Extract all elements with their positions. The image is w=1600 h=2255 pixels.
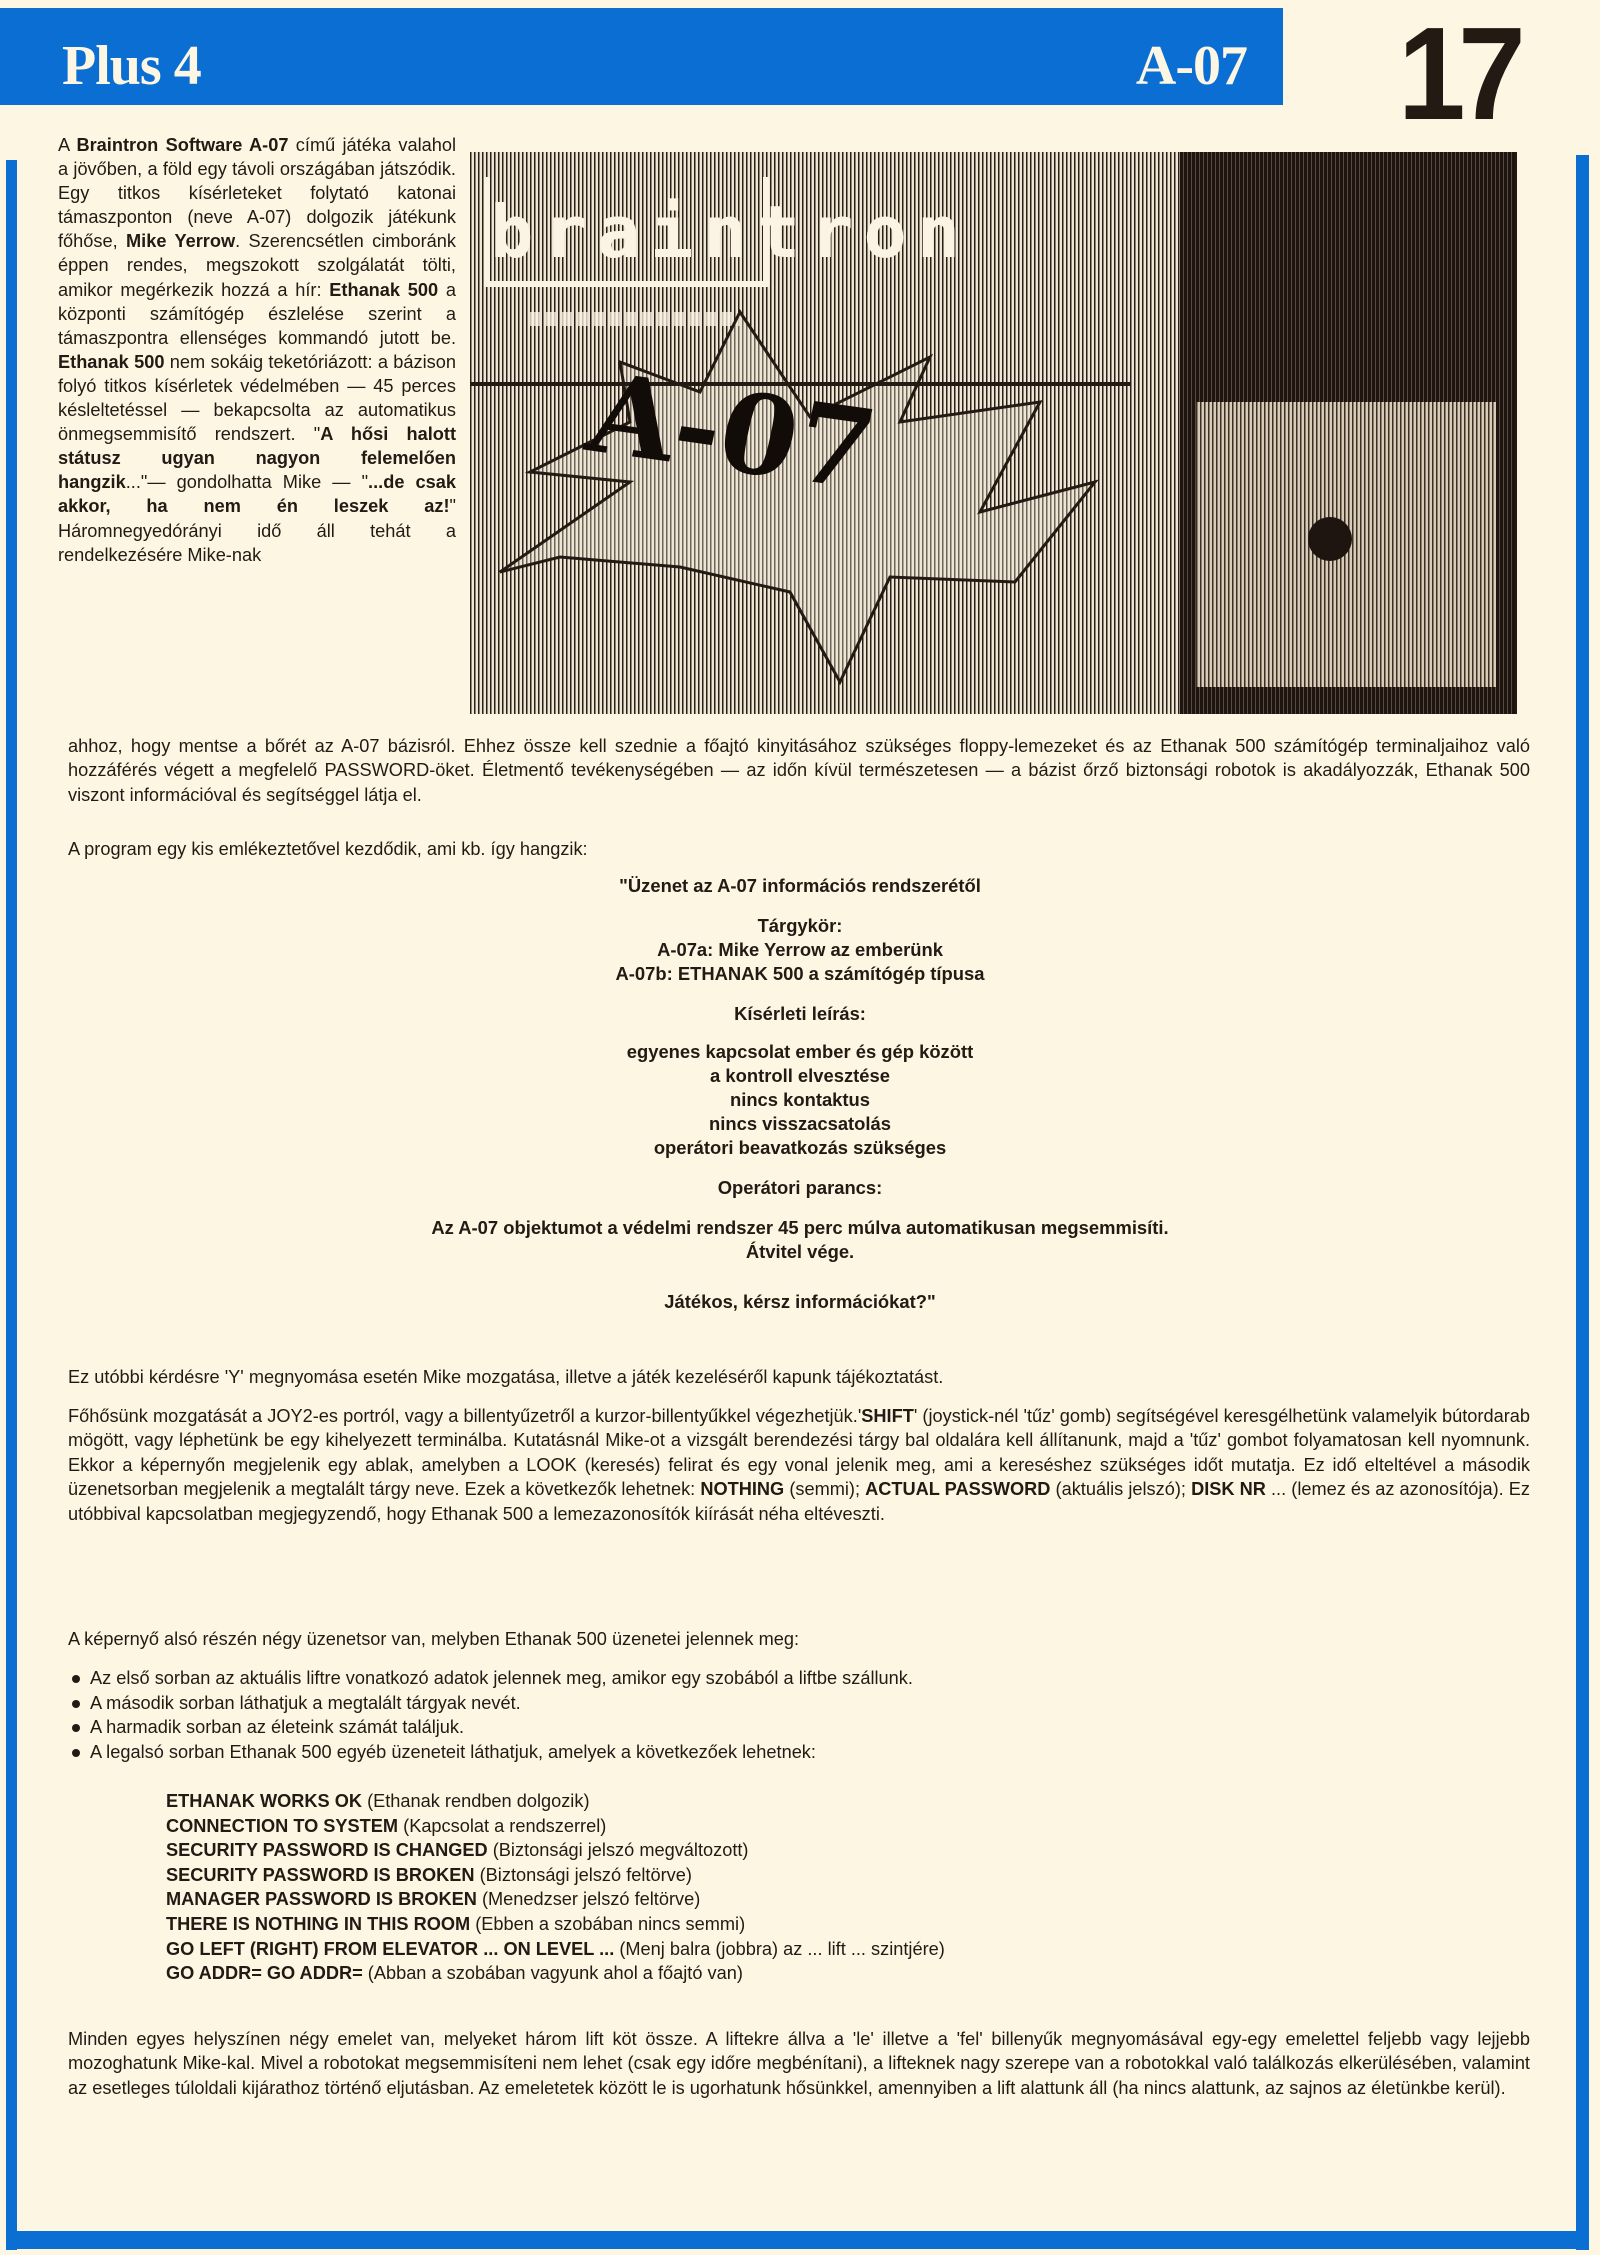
message-item — [166, 1789, 1366, 1814]
hero-name: Mike Yerrow — [126, 231, 236, 252]
message-code: GO LEFT (RIGHT) FROM ELEVATOR ... ON LEVEL ... — [166, 1938, 615, 1959]
publisher-name: Braintron Software A-07 — [76, 135, 289, 155]
message-meaning: (Menj balra (jobbra) az ... lift ... szintjére) — [614, 1938, 945, 1959]
bullet-item: A legalsó sorban Ethanak 500 egyéb üzeneteit láthatjuk, amelyek a következőek lehetnek: — [68, 1740, 1530, 1765]
intro-text: nem sokáig teketóriázott: a bázison folyó titkos kísérletek védelmében — 45 perces késleltetéssel — bekapcsolta az automatikus önmegsemmisítő rendszert. " — [58, 351, 456, 445]
player-question: Játékos, kérsz információkat?" — [664, 1291, 936, 1312]
message-item — [166, 1863, 1366, 1888]
message-code: SECURITY PASSWORD IS BROKEN — [166, 1864, 475, 1885]
message-meaning: (Biztonsági jelszó feltörve) — [474, 1864, 692, 1885]
message-meaning: (Menedzser jelszó feltörve) — [476, 1889, 701, 1910]
computer-name: Ethanak 500 — [58, 351, 165, 372]
intro-text: a központi számítógép észlelése szerint a támaszpontra ellenséges kommandó jutott be. — [58, 279, 456, 348]
a07-title-art: A-07 — [577, 348, 887, 515]
message-item — [166, 1838, 1366, 1863]
quote-bold: ...de csak akkor, ha nem én leszek az! — [58, 472, 456, 517]
message-meaning: (Ethanak rendben dolgozik) — [362, 1791, 590, 1811]
experiment-line: nincs visszacsatolás — [709, 1113, 891, 1134]
message-meaning: (Kapcsolat a rendszerrel) — [398, 1815, 607, 1836]
quote-bold: A hősi halott státusz ugyan nagyon felemelően hangzik — [58, 424, 457, 493]
message-item — [166, 1814, 1366, 1839]
experiment-line: operátori beavatkozás szükséges — [653, 1137, 947, 1158]
message-item — [166, 1961, 1366, 1986]
message-block — [300, 874, 1300, 1314]
message-item — [166, 1912, 1366, 1937]
message-code: SECURITY PASSWORD IS CHANGED — [166, 1840, 488, 1861]
message-code: MANAGER PASSWORD IS BROKEN — [166, 1889, 477, 1910]
paragraph-screen-rows: A képernyő alsó részén négy üzenetsor van, melyben Ethanak 500 üzenetei jelennek meg: — [68, 1629, 799, 1649]
subject-line-b: A-07b: ETHANAK 500 a számítógép típusa — [615, 963, 985, 984]
message-meaning: (Abban a szobában vagyunk ahol a főajtó van) — [362, 1963, 743, 1984]
intro-text: . Szerencsétlen cimboránk éppen rendes, megszokott szolgálatát tölti, amikor megérkezik hozzá a hír: — [58, 231, 457, 300]
command-line-2: Átvitel vége. — [745, 1241, 855, 1262]
experiment-label: Kísérleti leírás: — [734, 1003, 866, 1024]
status-panel — [1180, 152, 1515, 714]
item-nothing: NOTHING — [700, 1479, 785, 1500]
intro-text: A — [58, 135, 77, 155]
intro-text: ..."— gondolhatta Mike — " — [125, 472, 369, 493]
frame-bottom-border — [6, 2231, 1589, 2249]
experiment-line: a kontroll elvesztése — [710, 1065, 890, 1086]
command-label: Operátori parancs: — [717, 1177, 883, 1198]
message-meaning: (Ebben a szobában nincs semmi) — [470, 1913, 746, 1934]
bullet-item: Az első sorban az aktuális liftre vonatkozó adatok jelennek meg, amikor egy szobából a liftbe szállunk. — [68, 1666, 1530, 1691]
controls-text: ' (joystick-nél 'tűz' gomb) segítségével keresgélhetünk valamelyik bútordarab mögött, vagy léphetünk be egy kihelyezett terminálba. Kutatásnál Mike-ot a vizsgált berendezési tárgy bal oldalára kell állítanunk, majd a 'tűz' gombot folyamatosan kell nyomnunk. Ekkor a képernyőn megjelenik egy ablak, amelyben a LOOK (keresés) felirat és egy vonal jelenik meg, ami a kereséshez szükséges időt mutatja. Ez idő elteltével a második üzenetsorban megjelenik a megtalált tárgy neve. Ezek a következők lehetnek: — [68, 1406, 1531, 1500]
controls-text: (aktuális jelszó); — [1050, 1479, 1192, 1500]
message-code: CONNECTION TO SYSTEM — [166, 1815, 399, 1836]
intro-text: " Háromnegyedórányi idő áll tehát a rendelkezésére Mike-nak — [58, 496, 456, 565]
frame-right-border — [1576, 155, 1589, 2250]
game-title: A-07 — [1135, 35, 1247, 97]
message-code: ETHANAK WORKS OK — [166, 1791, 363, 1811]
item-disk-nr: DISK NR — [1191, 1479, 1266, 1500]
braintron-logo: braintron — [484, 177, 769, 287]
key-shift: SHIFT — [861, 1406, 914, 1426]
experiment-line: nincs kontaktus — [729, 1089, 870, 1110]
command-line-1: Az A-07 objektumot a védelmi rendszer 45 perc múlva automatikusan megsemmisíti. — [431, 1217, 1169, 1238]
experiment-line: egyenes kapcsolat ember és gép között — [626, 1041, 974, 1062]
message-code: THERE IS NOTHING IN THIS ROOM — [166, 1913, 471, 1934]
bullet-item: A második sorban láthatjuk a megtalált tárgyak nevét. — [68, 1691, 1530, 1716]
item-actual-password: ACTUAL PASSWORD — [865, 1479, 1051, 1500]
message-meaning: (Biztonsági jelszó megváltozott) — [487, 1840, 749, 1861]
program-intro-text: A program egy kis emlékeztetővel kezdődik, ami kb. így hangzik: — [68, 839, 588, 859]
paragraph-controls — [68, 1404, 1530, 1526]
message-item — [166, 1937, 1366, 1962]
message-header: "Üzenet az A-07 információs rendszerétől — [619, 875, 981, 896]
message-code: GO ADDR= GO ADDR= — [166, 1963, 363, 1984]
page-number: 17 — [1398, 0, 1519, 147]
continuation-paragraph: ahhoz, hogy mentse a bőrét az A-07 bázisról. Ehhez össze kell szednie a főajtó kinyitásához szükséges floppy-lemezeket és az Ethanak 500 számítógép terminaljaihoz való hozzáférés végett a megfelelő PASSWORD-öket. Életmentő tevékenységében — az időn kívül természetesen — a bázist őrző biztonsági robotok is akadályozzák, Ethanak 500 viszont információval és segítséggel látja el. — [68, 736, 1530, 805]
message-item — [166, 1887, 1366, 1912]
bullet-list — [68, 1666, 1530, 1764]
controls-text: Főhősünk mozgatását a JOY2-es portról, vagy a billentyűzetről a kurzor-billentyűkkel végezhetjük.' — [68, 1406, 862, 1426]
intro-text: című játéka valahol a jövőben, a föld egy távoli országában játszódik. Egy titkos kísérleteket folytató katonai támaszponton (neve A-07) dolgozik játékunk főhőse, — [58, 135, 456, 252]
subject-line-a: A-07a: Mike Yerrow az emberünk — [657, 939, 943, 960]
frame-left-border — [6, 160, 17, 2250]
paragraph-elevators: Minden egyes helyszínen négy emelet van, melyeket három lift köt össze. A liftekre állva a 'le' illetve a 'fel' billenyűk megnyomásával egy-egy emelettel feljebb vagy lejjebb mozoghatunk Mike-kal. Mivel a robotokat megsemmisíteni nem lehet (csak egy időre megbénítani), a lifteknek nagy szerepe van a robotokkal való találkozás elkerülésében, valamint az esetleges túloldali kijárathoz történő eljutásban. Az emeletetek között le is ugorhatunk hősünkkel, amennyiben a lift alattunk áll (ha nincs alattunk, az sajnos az életünkbe kerül). — [68, 2029, 1530, 2098]
ethanak-message-list — [166, 1789, 1366, 1986]
computer-name: Ethanak 500 — [329, 279, 439, 300]
game-screenshot — [470, 152, 1517, 714]
bullet-item: A harmadik sorban az életeink számát találjuk. — [68, 1715, 1530, 1740]
controls-text: ... (lemez és az azonosítója). Ez utóbbival kapcsolatban megjegyzendő, hogy Ethanak 500 a lemezazonosítók kiírását néha eltéveszti. — [68, 1479, 1531, 1524]
intro-paragraph — [58, 133, 456, 567]
section-title: Plus 4 — [62, 35, 201, 97]
player-sprite — [1308, 517, 1352, 561]
subject-label: Tárgykör: — [757, 915, 843, 936]
paragraph-y-key: Ez utóbbi kérdésre 'Y' megnyomása esetén Mike mozgatása, illetve a játék kezeléséről kapunk tájékoztatást. — [68, 1367, 944, 1387]
header-bar — [0, 8, 1283, 105]
controls-text: (semmi); — [784, 1479, 866, 1500]
